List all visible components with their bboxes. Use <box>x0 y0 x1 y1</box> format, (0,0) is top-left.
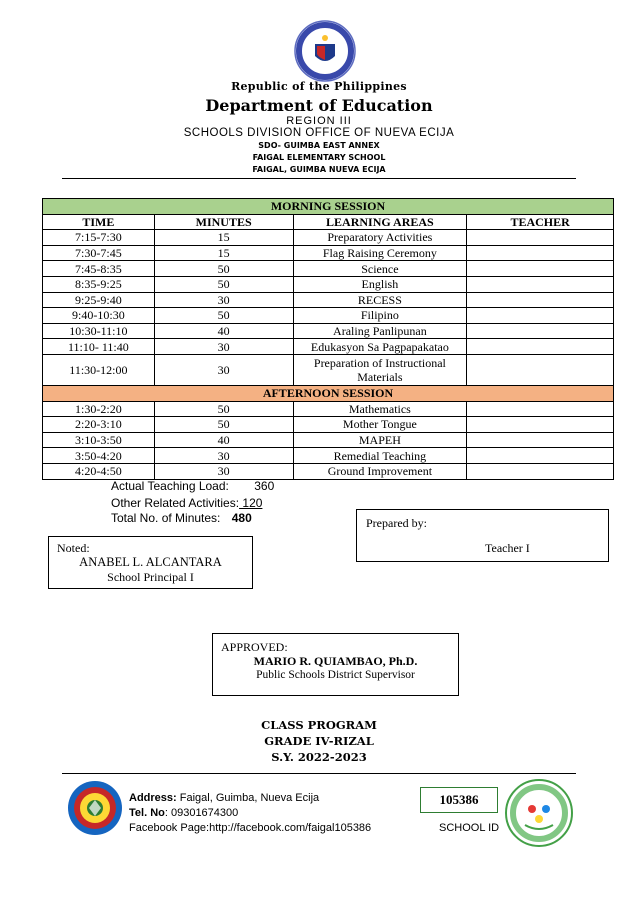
learning-area-cell: Edukasyon Sa Pagpapakatao <box>293 339 467 355</box>
time-cell: 7:45-8:35 <box>43 261 155 277</box>
minutes-cell: 40 <box>154 323 293 339</box>
deped-seal-logo <box>294 20 356 82</box>
learning-area-cell: Science <box>293 261 467 277</box>
afternoon-row <box>43 417 614 433</box>
footer-telephone <box>129 807 238 819</box>
time-cell: 9:40-10:30 <box>43 308 155 324</box>
minutes-cell: 15 <box>154 230 293 246</box>
teacher-cell <box>467 230 614 246</box>
time-cell: 7:30-7:45 <box>43 245 155 261</box>
program-grade: GRADE IV-RIZAL <box>264 734 374 748</box>
morning-session-title: MORNING SESSION <box>43 199 614 215</box>
school-address-heading: FAIGAL, GUIMBA NUEVA ECIJA <box>252 165 386 174</box>
school-id-label: SCHOOL ID <box>439 822 500 834</box>
child-friendly-school-logo <box>505 779 573 847</box>
minutes-cell: 30 <box>154 354 293 385</box>
learning-area-cell: Filipino <box>293 308 467 324</box>
teacher-cell <box>467 448 614 464</box>
morning-session-row <box>43 199 614 215</box>
footer-facebook: Facebook Page:http://facebook.com/faigal105386 <box>129 822 372 834</box>
morning-row <box>43 292 614 308</box>
learning-area-cell: Preparatory Activities <box>293 230 467 246</box>
minutes-cell: 50 <box>154 401 293 417</box>
approved-role: Public Schools District Supervisor <box>256 669 415 681</box>
other-related-activities <box>111 496 262 510</box>
teacher-cell <box>467 245 614 261</box>
tel-label: Tel. No <box>129 807 165 819</box>
department-heading: Department of Education <box>205 96 433 115</box>
total-minutes-label: Total No. of Minutes: <box>111 511 221 525</box>
minutes-cell: 50 <box>154 308 293 324</box>
noted-role: School Principal I <box>107 570 194 584</box>
total-minutes-value: 480 <box>231 511 252 525</box>
address-label: Address: <box>129 792 177 804</box>
col-learning-areas: LEARNING AREAS <box>293 214 467 230</box>
minutes-cell: 50 <box>154 276 293 292</box>
annex-heading: SDO- GUIMBA EAST ANNEX <box>258 141 380 150</box>
minutes-cell: 30 <box>154 339 293 355</box>
afternoon-session-title: AFTERNOON SESSION <box>43 385 614 401</box>
actual-load-label: Actual Teaching Load: <box>111 479 229 493</box>
minutes-cell: 30 <box>154 448 293 464</box>
morning-row <box>43 276 614 292</box>
morning-row <box>43 245 614 261</box>
time-cell: 11:30-12:00 <box>43 354 155 385</box>
teacher-cell <box>467 463 614 479</box>
time-cell: 7:15-7:30 <box>43 230 155 246</box>
time-cell: 3:10-3:50 <box>43 432 155 448</box>
minutes-cell: 30 <box>154 292 293 308</box>
minutes-cell: 40 <box>154 432 293 448</box>
learning-area-cell: MAPEH <box>293 432 467 448</box>
teacher-cell <box>467 354 614 385</box>
address-value: Faigal, Guimba, Nueva Ecija <box>176 792 320 804</box>
minutes-cell: 30 <box>154 463 293 479</box>
school-seal-logo <box>67 780 123 836</box>
tel-value: : 09301674300 <box>164 807 239 819</box>
teacher-cell <box>467 323 614 339</box>
minutes-cell: 50 <box>154 261 293 277</box>
prepared-by-box <box>356 509 609 562</box>
footer-address <box>129 792 319 804</box>
region-heading: REGION III <box>286 115 352 127</box>
morning-row <box>43 261 614 277</box>
teacher-cell <box>467 401 614 417</box>
col-time: TIME <box>43 214 155 230</box>
teacher-cell <box>467 417 614 433</box>
morning-row <box>43 308 614 324</box>
approved-name: MARIO R. QUIAMBAO, Ph.D. <box>253 654 418 668</box>
learning-area-cell: Remedial Teaching <box>293 448 467 464</box>
column-header-row <box>43 214 614 230</box>
learning-area-cell: Ground Improvement <box>293 463 467 479</box>
other-activities-label: Other Related Activities: <box>111 496 240 510</box>
learning-area-cell: English <box>293 276 467 292</box>
prepared-by-label: Prepared by: <box>366 516 427 530</box>
teacher-cell <box>467 292 614 308</box>
school-id-box: 105386 <box>420 787 498 813</box>
other-activities-value: 120 <box>239 496 263 510</box>
afternoon-row <box>43 463 614 479</box>
afternoon-row <box>43 401 614 417</box>
school-heading: FAIGAL ELEMENTARY SCHOOL <box>252 153 386 162</box>
teacher-cell <box>467 261 614 277</box>
time-cell: 9:25-9:40 <box>43 292 155 308</box>
prepared-by-role: Teacher I <box>485 541 530 555</box>
afternoon-row <box>43 432 614 448</box>
teacher-cell <box>467 308 614 324</box>
header-divider <box>62 178 576 179</box>
time-cell: 8:35-9:25 <box>43 276 155 292</box>
time-cell: 2:20-3:10 <box>43 417 155 433</box>
learning-area-cell: Mother Tongue <box>293 417 467 433</box>
time-cell: 1:30-2:20 <box>43 401 155 417</box>
time-cell: 3:50-4:20 <box>43 448 155 464</box>
minutes-cell: 50 <box>154 417 293 433</box>
minutes-cell: 15 <box>154 245 293 261</box>
teacher-cell <box>467 339 614 355</box>
actual-teaching-load <box>111 479 274 493</box>
col-minutes: MINUTES <box>154 214 293 230</box>
learning-area-cell: RECESS <box>293 292 467 308</box>
class-schedule-table <box>42 198 614 480</box>
teacher-cell <box>467 432 614 448</box>
time-cell: 10:30-11:10 <box>43 323 155 339</box>
actual-load-value: 360 <box>254 479 275 493</box>
total-minutes <box>111 511 252 525</box>
morning-row <box>43 354 614 385</box>
noted-name: ANABEL L. ALCANTARA <box>79 555 222 569</box>
learning-area-cell: Preparation of Instructional Materials <box>293 354 467 385</box>
footer-divider <box>62 773 576 774</box>
col-teacher: TEACHER <box>467 214 614 230</box>
program-school-year: S.Y. 2022-2023 <box>271 750 367 764</box>
time-cell: 11:10- 11:40 <box>43 339 155 355</box>
learning-area-cell: Mathematics <box>293 401 467 417</box>
morning-row <box>43 339 614 355</box>
learning-area-cell: Araling Panlipunan <box>293 323 467 339</box>
republic-heading: Republic of the Philippines <box>231 80 407 93</box>
teacher-cell <box>467 276 614 292</box>
program-title: CLASS PROGRAM <box>261 718 377 732</box>
noted-label: Noted: <box>57 541 90 555</box>
afternoon-row <box>43 448 614 464</box>
learning-area-cell: Flag Raising Ceremony <box>293 245 467 261</box>
morning-row <box>43 230 614 246</box>
approved-label: APPROVED: <box>221 640 288 654</box>
time-cell: 4:20-4:50 <box>43 463 155 479</box>
approved-box <box>212 633 459 696</box>
morning-row <box>43 323 614 339</box>
afternoon-session-row <box>43 385 614 401</box>
division-heading: SCHOOLS DIVISION OFFICE OF NUEVA ECIJA <box>183 127 455 139</box>
noted-box <box>48 536 253 589</box>
